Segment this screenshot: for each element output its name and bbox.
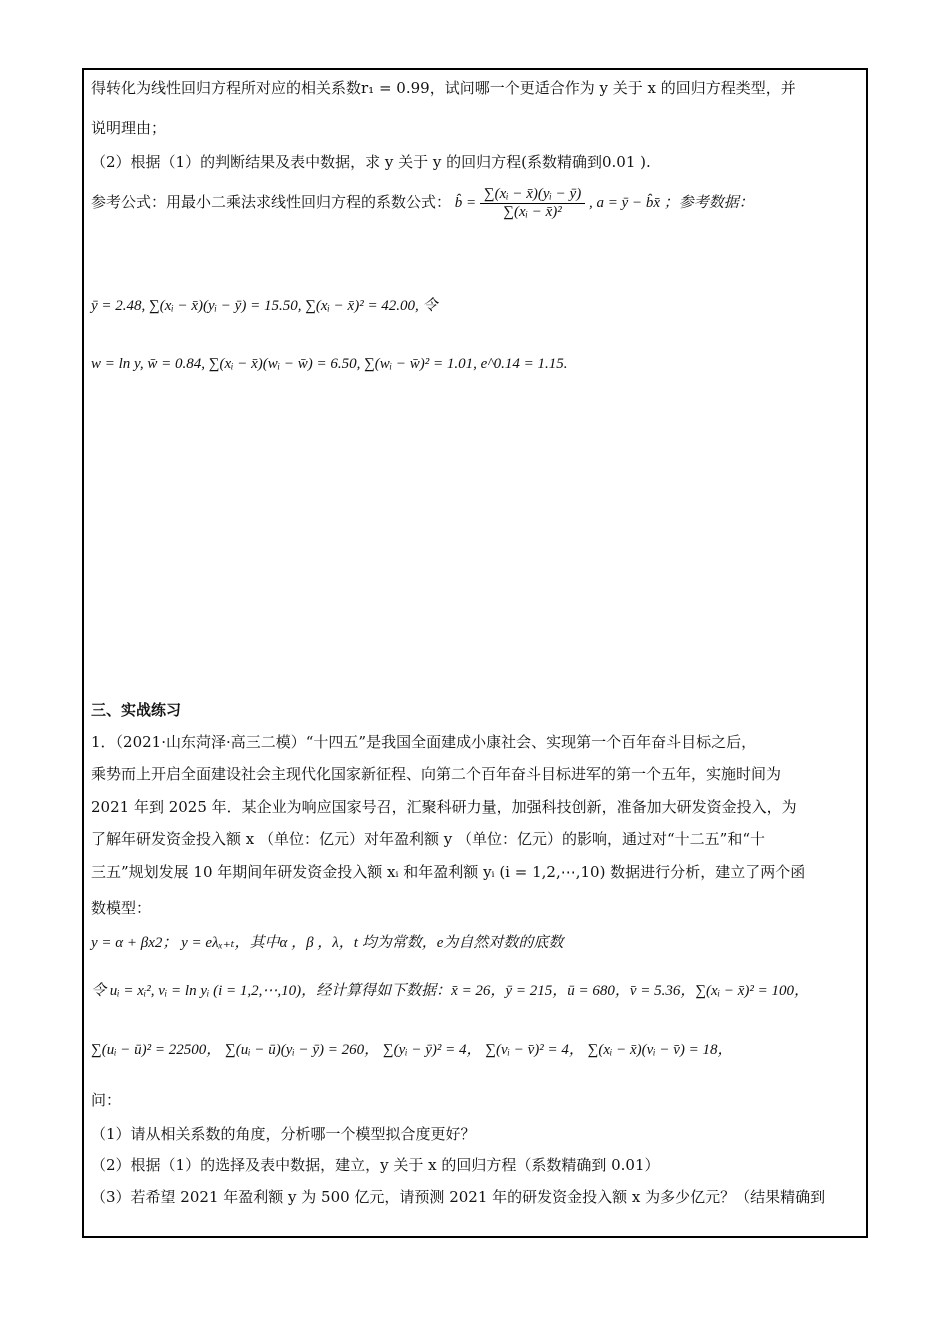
text-line: 说明理由； <box>91 119 167 137</box>
question-line: 数模型： <box>91 899 152 917</box>
question-line: 1．（2021·山东菏泽·高三二模）“十四五”是我国全面建成小康社会、实现第一个百年奋斗目标之后， <box>91 733 757 751</box>
formula-tail: , a = ȳ − b̂x̄ ；参考数据： <box>588 194 754 211</box>
reference-data-1: ȳ = 2.48, ∑(xᵢ − x̄)(yᵢ − ȳ) = 15.50, ∑(xᵢ − x̄)² = 42.00, 令 <box>91 298 438 314</box>
question-line: 2021 年到 2025 年．某企业为响应国家号召，汇聚科研力量，加强科技创新，准备加大研发资金投入，为 <box>91 798 797 816</box>
question-part: （3）若希望 2021 年盈利额 y 为 500 亿元，请预测 2021 年的研发资金投入额 x 为多少亿元？（结果精确到 <box>91 1188 826 1206</box>
page-frame <box>82 68 868 1238</box>
reference-data-2: w = ln y, w̄ = 0.84, ∑(xᵢ − x̄)(wᵢ − w̄) = 6.50, ∑(wᵢ − w̄)² = 1.01, e^0.14 = 1.15. <box>91 356 568 372</box>
question-line: 问： <box>91 1091 122 1109</box>
ref-prefix: 参考公式：用最小二乘法求线性回归方程的系数公式： <box>91 194 452 211</box>
formula-numerator: ∑(xᵢ − x̄)(yᵢ − ȳ) <box>480 186 585 204</box>
question-part: （1）请从相关系数的角度，分析哪一个模型拟合度更好？ <box>91 1125 476 1143</box>
text-line: 得转化为线性回归方程所对应的相关系数r₁ = 0.99，试问哪一个更适合作为 y 关于 x 的回归方程类型，并 <box>91 79 796 97</box>
text-line: （2）根据（1）的判断结果及表中数据，求 y 关于 y 的回归方程(系数精确到0.01 ). <box>91 153 651 171</box>
bhat-label: b̂ = <box>454 194 477 211</box>
data-line: ∑(uᵢ − ū)² = 22500， ∑(uᵢ − ū)(yᵢ − ȳ) = 260， ∑(yᵢ − ȳ)² = 4， ∑(vᵢ − v̄)² = 4， ∑(xᵢ − x̄)(vᵢ − v̄) = 18， <box>91 1042 733 1058</box>
question-line: 乘势而上开启全面建设社会主现代化国家新征程、向第二个百年奋斗目标进军的第一个五年，实施时间为 <box>91 765 782 783</box>
model-line: y = α + βx2； y = eλₓ₊ₜ，其中α ，β ，λ，t 均为常数，e为自然对数的底数 <box>91 935 564 951</box>
question-part: （2）根据（1）的选择及表中数据，建立，y 关于 x 的回归方程（系数精确到 0.01） <box>91 1156 660 1174</box>
question-line: 三五”规划发展 10 年期间年研发资金投入额 xᵢ 和年盈利额 yᵢ (i = 1,2,⋯,10) 数据进行分析，建立了两个函 <box>91 863 806 881</box>
reference-formula <box>91 186 754 221</box>
section-heading: 三、实战练习 <box>91 701 182 719</box>
question-line: 了解年研发资金投入额 x （单位：亿元）对年盈利额 y （单位：亿元）的影响，通过对“十二五”和“十 <box>91 830 766 848</box>
formula-fraction <box>480 186 585 221</box>
formula-denominator: ∑(xᵢ − x̄)² <box>503 204 562 220</box>
data-line: 令 uᵢ = xᵢ², vᵢ = ln yᵢ (i = 1,2,⋯,10)，经计算得如下数据：x̄ = 26，ȳ = 215，ū = 680，v̄ = 5.36，∑(xᵢ − x̄)² = 100， <box>91 983 809 999</box>
